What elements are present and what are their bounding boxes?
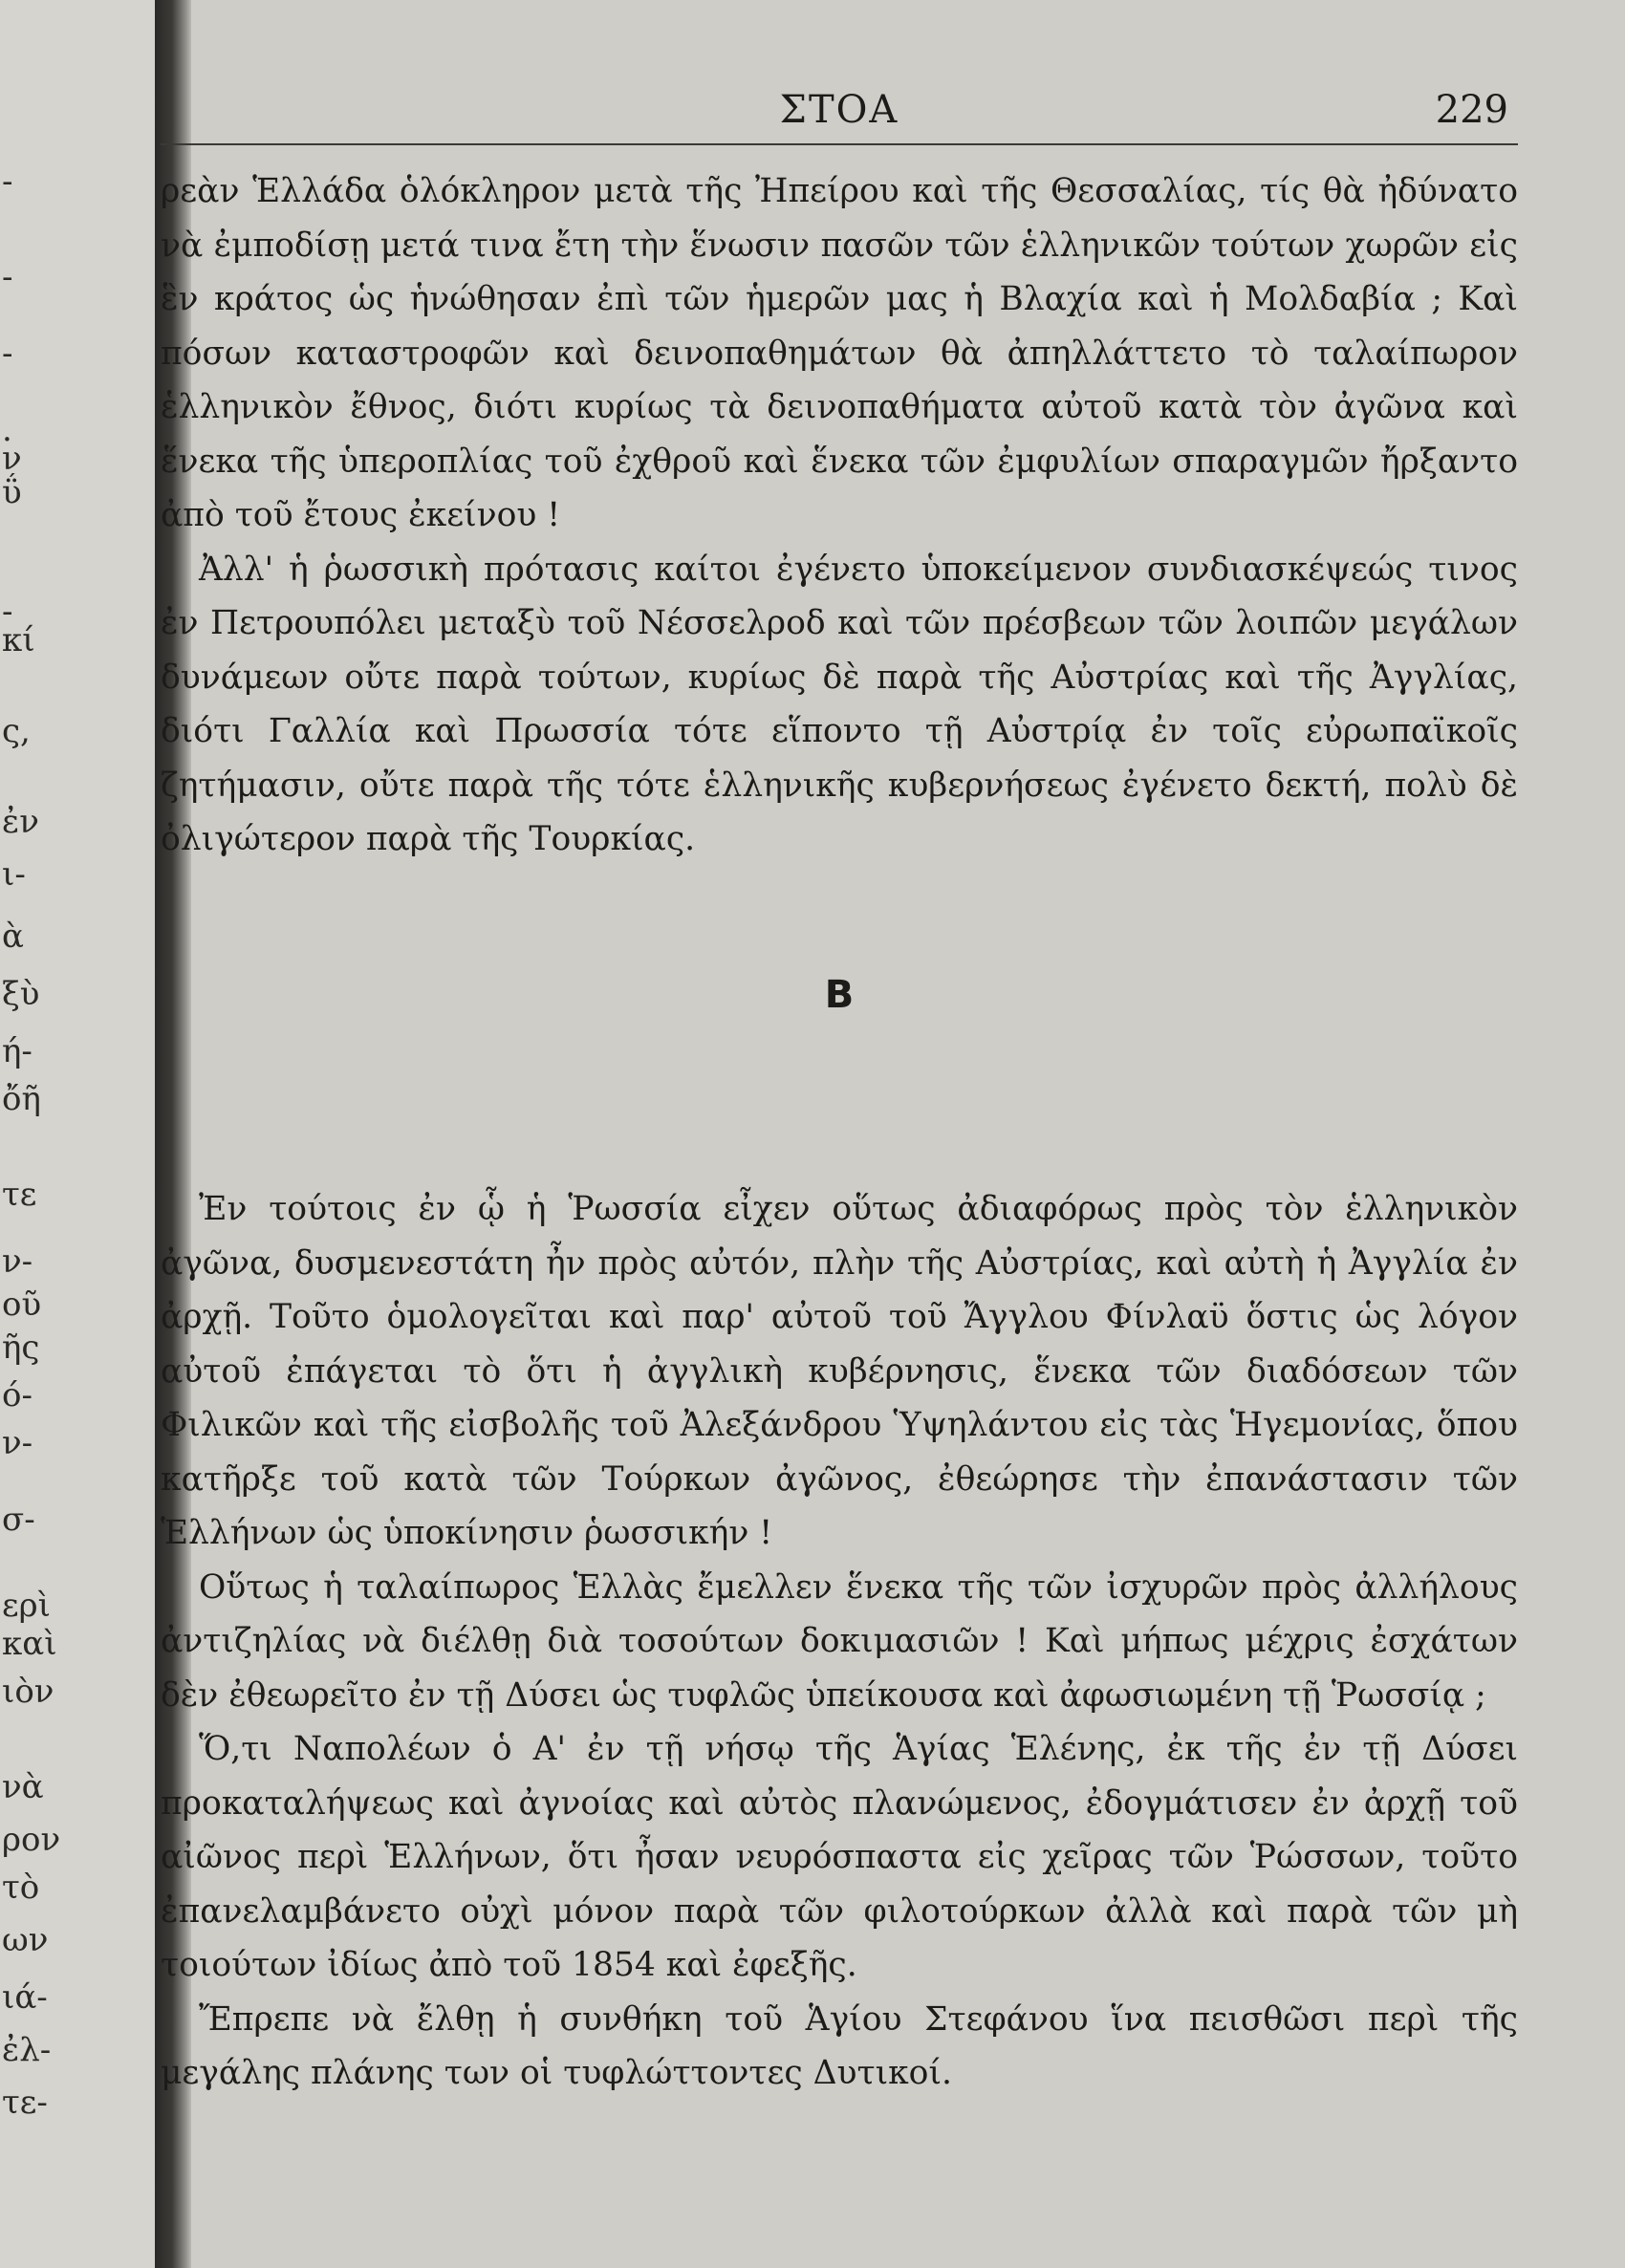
margin-fragment: ξὺ <box>2 975 40 1013</box>
margin-fragment: ερὶ <box>2 1587 51 1625</box>
paragraph: Οὕτως ἡ ταλαίπωρος Ἑλλὰς ἔμελλεν ἕνεκα τῆς τῶν ἰσχυρῶν πρὸς ἀλλήλους ἀντιζηλίας νὰ διέλθῃ διὰ τοσούτων δοκιμασιῶν ! Καὶ μήπως μέχρις ἐσχάτων δὲν ἐθεωρεῖτο ἐν τῇ Δύσει ὡς τυφλῶς ὑπείκουσα καὶ ἀφωσιωμένη τῇ Ῥωσσίᾳ ; <box>161 1567 1518 1715</box>
margin-fragment: ἐλ- <box>2 2031 52 2069</box>
margin-fragment: - <box>2 593 13 631</box>
margin-fragment: - <box>2 335 13 373</box>
running-header <box>161 88 1518 145</box>
margin-fragment: . <box>2 411 12 449</box>
margin-fragment: - <box>2 258 13 296</box>
margin-fragment: ων <box>2 1921 49 1959</box>
page-number: 229 <box>1435 88 1508 132</box>
margin-fragment: σ- <box>2 1501 35 1539</box>
margin-fragment: ή- <box>2 1032 32 1070</box>
margin-fragment: ιὸν <box>2 1673 54 1711</box>
paragraph: Ἔπρεπε νὰ ἔλθῃ ἡ συνθήκη τοῦ Ἁγίου Στεφάνου ἵνα πεισθῶσι περὶ τῆς μεγάλης πλάνης των οἱ τυφλώττοντες Δυτικοί. <box>161 1999 1518 2092</box>
paragraph: Ὅ,τι Ναπολέων ὁ Α' ἐν τῇ νήσῳ τῆς Ἁγίας Ἑλένης, ἐκ τῆς ἐν τῇ Δύσει προκαταλήψεως καὶ ἀγνοίας καὶ αὐτὸς πλανώμενος, ἐδογμάτισεν ἐν ἀρχῇ τοῦ αἰῶνος περὶ Ἑλλήνων, ὅτι ἦσαν νευρόσπαστα εἰς χεῖρας τῶν Ῥώσσων, τοῦτο ἐπανελαμβάνετο οὐχὶ μόνον παρὰ τῶν φιλοτούρκων ἀλλὰ καὶ παρὰ τῶν μὴ τοιούτων ἰδίως ἀπὸ τοῦ 1854 καὶ ἐφεξῆς. <box>161 1730 1518 1984</box>
text-block-top <box>161 164 1518 867</box>
facing-page-fragments <box>0 0 76 2268</box>
margin-fragment: ἐν <box>2 803 39 841</box>
running-title: ΣΤΟΑ <box>779 88 899 132</box>
margin-fragment: ς, <box>2 712 31 750</box>
paragraph: ρεὰν Ἑλλάδα ὁλόκληρον μετὰ τῆς Ἠπείρου καὶ τῆς Θεσσαλίας, τίς θὰ ἠδύνατο νὰ ἐμποδίσῃ μετά τινα ἔτη τὴν ἕνωσιν πασῶν τῶν ἑλληνικῶν τούτων χωρῶν εἰς ἓν κράτος ὡς ἡνώθησαν ἐπὶ τῶν ἡμερῶν μας ἡ Βλαχία καὶ ἡ Μολδαβία ; Καὶ πόσων καταστροφῶν καὶ δεινοπαθημάτων θὰ ἀπηλλάττετο τὸ ταλαίπωρον ἑλληνικὸν ἔθνος, διότι κυρίως τὰ δεινοπαθήματα αὐτοῦ κατὰ τὸν ἀγῶνα καὶ ἕνεκα τῆς ὑπεροπλίας τοῦ ἐχθροῦ καὶ ἕνεκα τῶν ἐμφυλίων σπαραγμῶν ἤρξαντο ἀπὸ τοῦ ἔτους ἐκείνου ! <box>161 172 1518 534</box>
margin-fragment: οῦ <box>2 1285 42 1324</box>
margin-fragment: ιά- <box>2 1978 48 2017</box>
margin-fragment: ι- <box>2 855 26 894</box>
margin-fragment: καὶ <box>2 1625 57 1663</box>
margin-fragment: ὰ <box>2 918 24 956</box>
margin-fragment: - <box>2 162 13 201</box>
margin-fragment: ῆς <box>2 1328 40 1367</box>
margin-fragment: τε <box>2 1176 37 1214</box>
margin-fragment: νὰ <box>2 1768 44 1806</box>
paragraph: Ἐν τούτοις ἐν ᾧ ἡ Ῥωσσία εἶχεν οὕτως ἀδιαφόρως πρὸς τὸν ἑλληνικὸν ἀγῶνα, δυσμενεστάτη ἦν πρὸς αὐτόν, πλὴν τῆς Αὐστρίας, καὶ αὐτὴ ἡ Ἀγγλία ἐν ἀρχῇ. Τοῦτο ὁμολογεῖται καὶ παρ' αὐτοῦ τοῦ Ἄγγλου Φίνλαϋ ὅστις ὡς λόγον αὐτοῦ ἐπάγεται τὸ ὅτι ἡ ἀγγλικὴ κυβέρνησις, ἕνεκα τῶν διαδόσεων τῶν Φιλικῶν καὶ τῆς εἰσβολῆς τοῦ Ἀλεξάνδρου Ὑψηλάντου εἰς τὰς Ἡγεμονίας, ὅπου κατῆρξε τοῦ κατὰ τῶν Τούρκων ἀγῶνος, ἐθεώρησε τὴν ἐπανάστασιν τῶν Ἑλλήνων ὡς ὑποκίνησιν ῥωσσικήν ! <box>161 1190 1518 1552</box>
margin-fragment: ΰ <box>2 473 22 511</box>
margin-fragment: ν <box>2 440 22 478</box>
margin-fragment: τε- <box>2 2084 48 2122</box>
paragraph: Ἀλλ' ἡ ῥωσσικὴ πρότασις καίτοι ἐγένετο ὑποκείμενον συνδιασκέψεώς τινος ἐν Πετρουπόλει μεταξὺ τοῦ Νέσσελροδ καὶ τῶν πρέσβεων τῶν λοιπῶν μεγάλων δυνάμεων οὔτε παρὰ τούτων, κυρίως δὲ παρὰ τῆς Αὐστρίας καὶ τῆς Ἀγγλίας, διότι Γαλλία καὶ Πρωσσία τότε εἵποντο τῇ Αὐστρίᾳ ἐν τοῖς εὐρωπαϊκοῖς ζητήμασιν, οὔτε παρὰ τῆς τότε ἑλληνικῆς κυβερνήσεως ἐγένετο δεκτή, πολὺ δὲ ὀλιγώτερον παρὰ τῆς Τουρκίας. <box>161 550 1518 858</box>
margin-fragment: ό- <box>2 1376 32 1415</box>
margin-fragment: κί <box>2 621 35 659</box>
section-marker: B <box>824 973 855 1017</box>
margin-fragment: ν- <box>2 1242 33 1281</box>
margin-fragment: ὄῆ <box>2 1080 41 1118</box>
margin-fragment: ρον <box>2 1821 61 1859</box>
text-block-bottom <box>161 1182 1518 2101</box>
margin-fragment: ν- <box>2 1424 33 1462</box>
header-rule <box>161 138 1518 145</box>
margin-fragment: τὸ <box>2 1868 40 1907</box>
